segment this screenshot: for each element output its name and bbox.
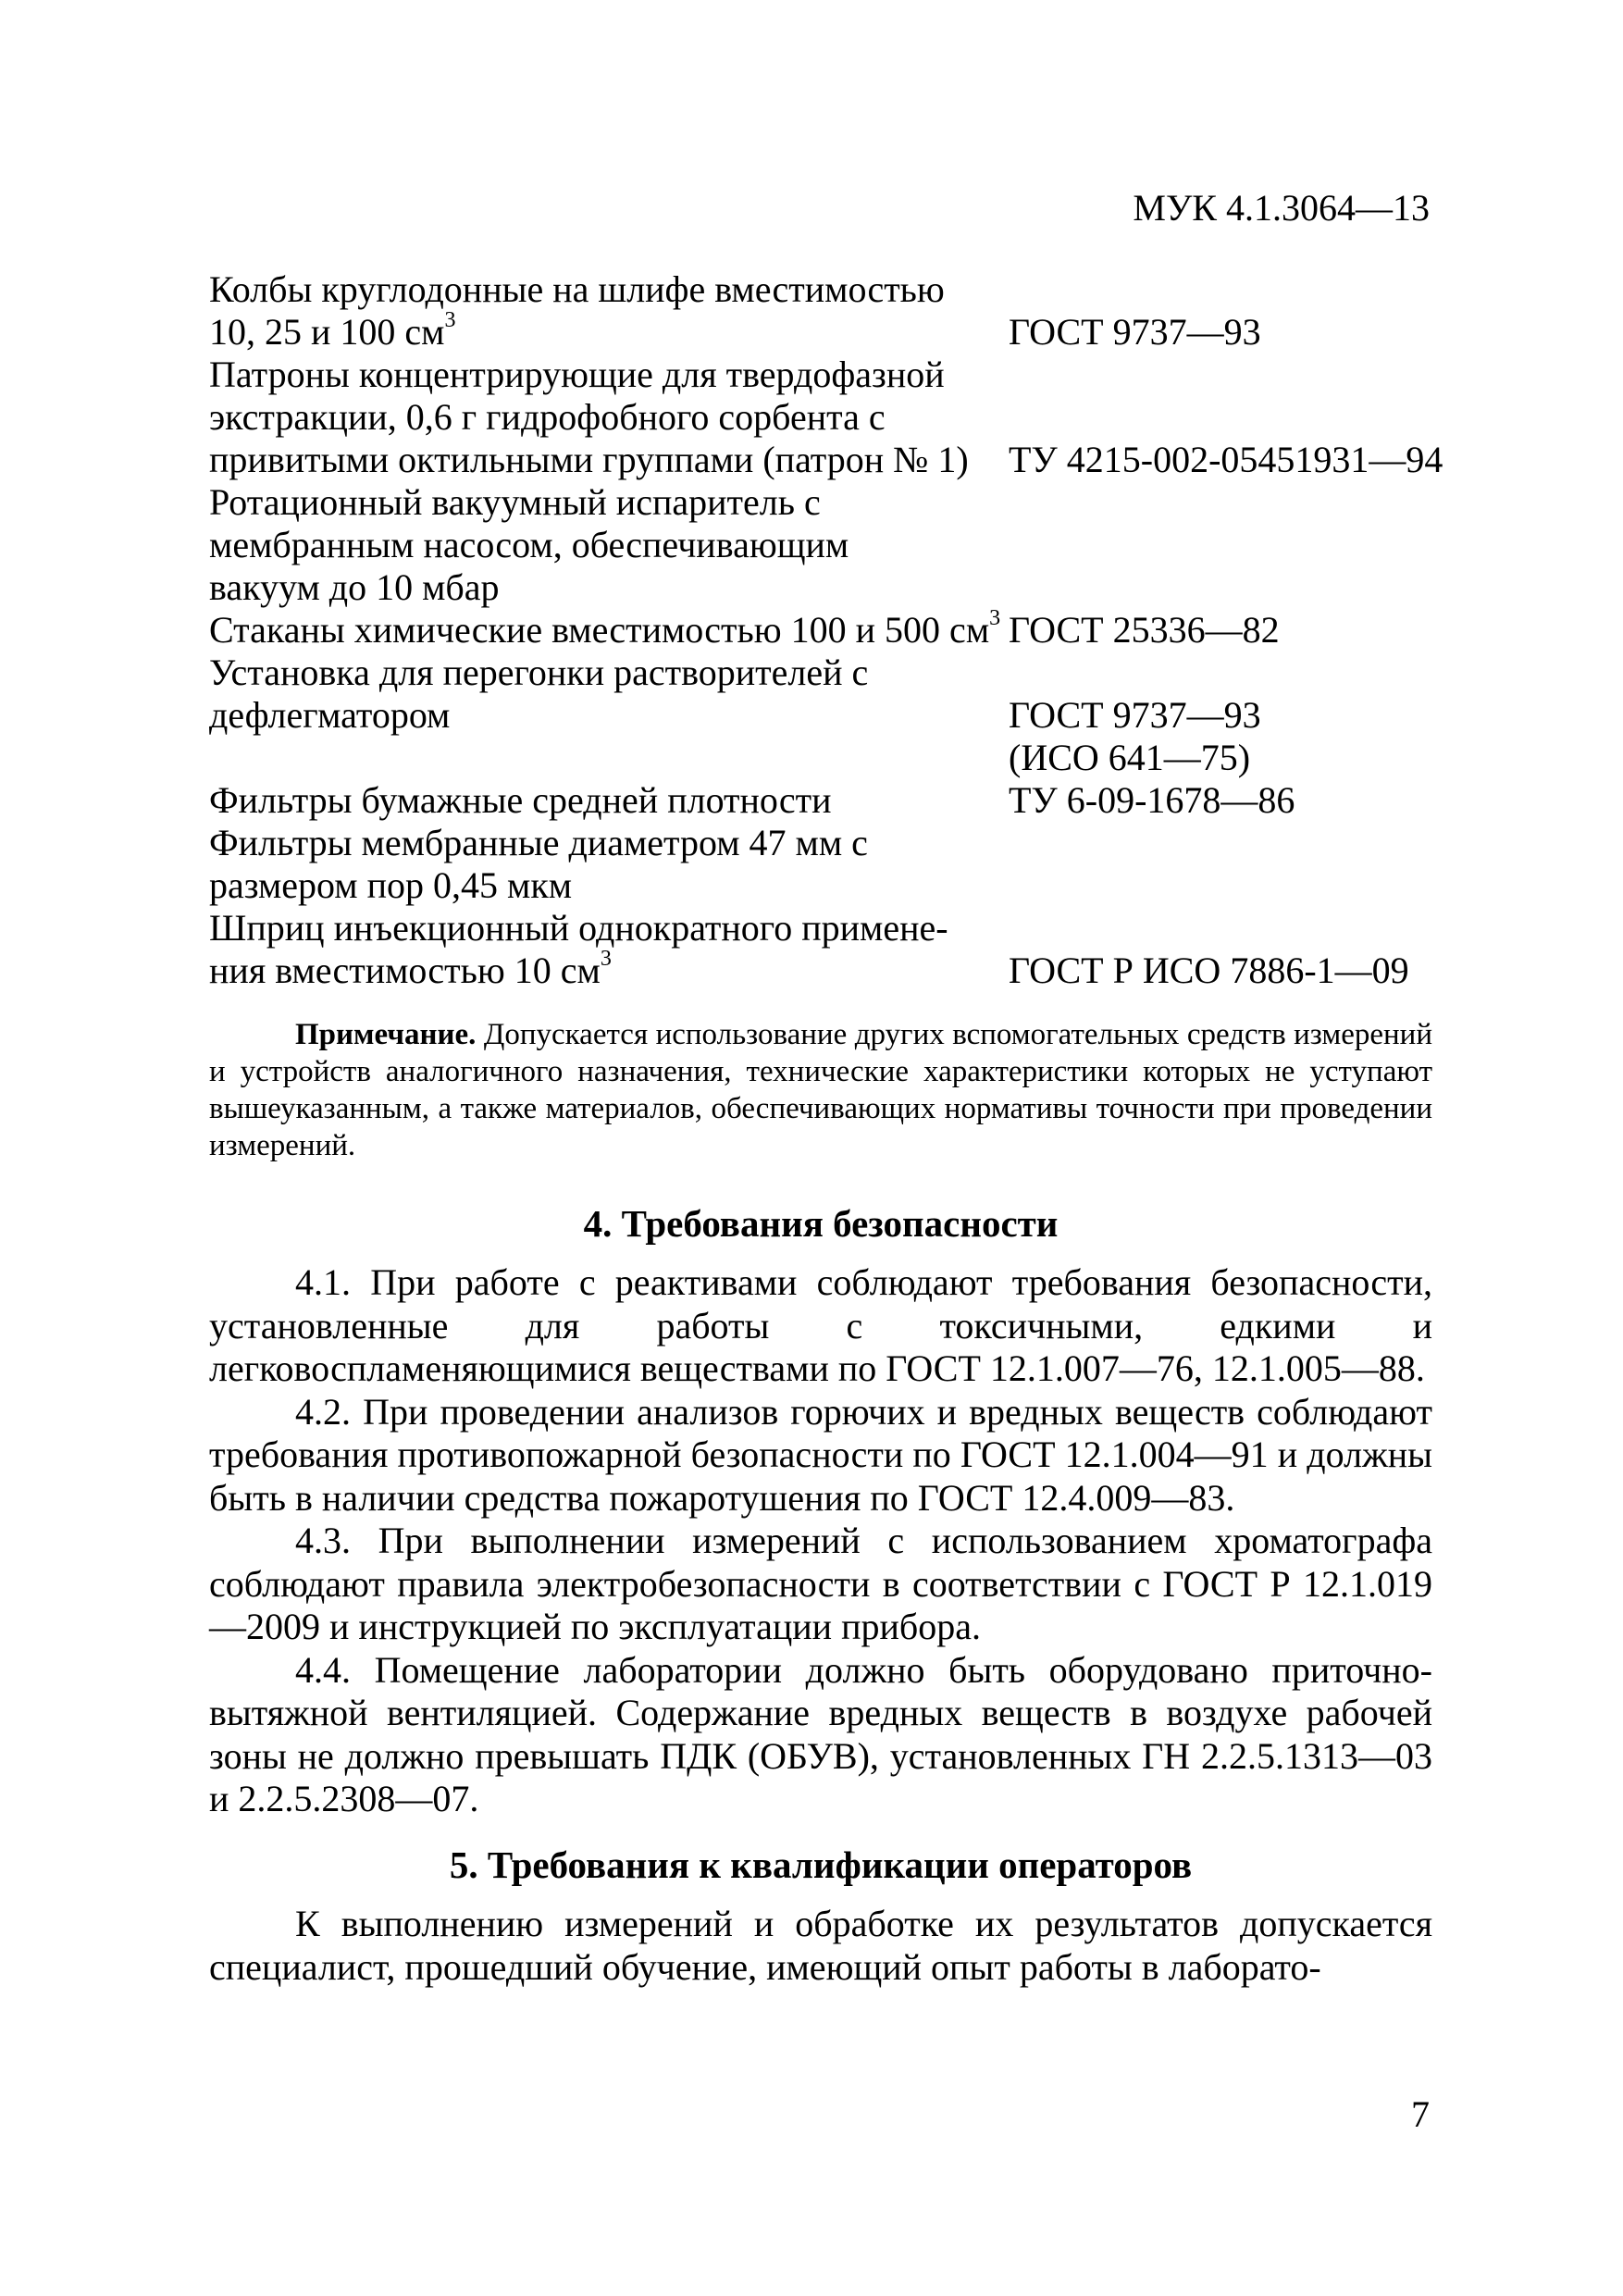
description-text: 10, 25 и 100 см (209, 311, 445, 353)
section-5-title: 5. Требования к квалификации операторов (449, 1843, 1193, 1886)
equipment-list (209, 268, 1449, 992)
description-line: Установка для перегонки растворителей с (209, 652, 869, 693)
equipment-standard (1009, 609, 1280, 652)
standard-line: ГОСТ 9737—93 (1009, 311, 1261, 353)
description-line: дефлегматором (209, 694, 451, 736)
page-number: 7 (1411, 2093, 1430, 2135)
description-line: Патроны концентрирующие для твердофазной (209, 354, 945, 395)
note-label: Примечание. (295, 1018, 477, 1051)
paragraph: 4.2. При проведении анализов горючих и вредных веществ соблюдают требования противопожарной безопасности по ГОСТ 12.1.004—91 и должны быть в наличии средства пожаротушения по ГОСТ 12.4.009—83. (209, 1390, 1432, 1519)
description-line (209, 307, 996, 354)
description-line: Фильтры бумажные средней плотности (209, 779, 832, 821)
section-4-body (209, 1261, 1432, 1821)
standard-line: (ИСО 641—75) (1009, 737, 1251, 778)
equipment-description (209, 652, 996, 737)
superscript: 3 (989, 605, 1001, 630)
description-line: вакуум до 10 мбар (209, 566, 500, 608)
standard-line: ТУ 4215-002-05451931—94 (1009, 439, 1443, 480)
equipment-description (209, 268, 996, 354)
description-line: мембранным насосом, обеспечивающим (209, 524, 849, 565)
equipment-description (209, 605, 1001, 652)
paragraph: 4.3. При выполнении измерений с использованием хроматографа соблюдают правила электробезопасности в соответствии с ГОСТ Р 12.1.019—2009 и инструкцией по эксплуатации прибора. (209, 1520, 1432, 1647)
document-code: МУК 4.1.3064—13 (1133, 187, 1430, 229)
equipment-item (209, 268, 1449, 354)
equipment-standard (1009, 779, 1295, 822)
superscript: 3 (600, 946, 612, 971)
description-line: привитыми октильными группами (патрон № 1) (209, 439, 969, 480)
description-text: Стаканы химические вместимостью 100 и 500 см (209, 609, 990, 651)
standard-line: ГОСТ 9737—93 (1009, 694, 1261, 736)
equipment-item (209, 652, 1449, 779)
description-text: ния вместимостью 10 см (209, 949, 601, 991)
standard-line: ГОСТ 25336—82 (1009, 609, 1280, 651)
equipment-item (209, 605, 1449, 652)
equipment-description (209, 779, 996, 822)
description-line: Ротационный вакуумный испаритель с (209, 481, 821, 523)
description-line: экстракции, 0,6 г гидрофобного сорбента с (209, 396, 886, 438)
equipment-item (209, 779, 1449, 822)
standard-line: ТУ 6-09-1678—86 (1009, 779, 1295, 821)
description-line: Фильтры мембранные диаметром 47 мм с (209, 822, 868, 863)
equipment-item (209, 481, 1449, 609)
description-line: Колбы круглодонные на шлифе вместимостью (209, 268, 945, 310)
equipment-description (209, 354, 996, 481)
description-line: размером пор 0,45 мкм (209, 864, 573, 906)
equipment-description (209, 907, 996, 992)
description-line: Шприц инъекционный однократного примене- (209, 907, 948, 949)
equipment-standard (1009, 949, 1409, 992)
equipment-description (209, 481, 996, 609)
superscript: 3 (444, 307, 456, 332)
equipment-standard (1009, 652, 1261, 779)
standard-line: ГОСТ Р ИСО 7886-1—09 (1009, 949, 1409, 991)
note-text: Допускается использование других вспомогательных средств измерений и устройств аналогичного назначения, технические характеристики которых не уступают вышеуказанным, а также материалов, обеспечивающих нормативы точности при проведении измерений. (209, 1018, 1432, 1162)
equipment-item (209, 822, 1449, 907)
equipment-item (209, 354, 1449, 481)
description-line (209, 946, 996, 992)
equipment-item (209, 907, 1449, 992)
equipment-standard (1009, 311, 1261, 354)
note-paragraph (209, 1016, 1432, 1164)
paragraph: 4.4. Помещение лаборатории должно быть оборудовано приточно-вытяжной вентиляцией. Содержание вредных веществ в воздухе рабочей зоны не должно превышать ПДК (ОБУВ), установленных ГН 2.2.5.1313—03 и 2.2.5.2308—07. (209, 1648, 1432, 1819)
paragraph: К выполнению измерений и обработке их результатов допускается специалист, прошедший обучение, имеющий опыт работы в лаборато- (209, 1903, 1432, 1988)
section-5-body (209, 1903, 1432, 1989)
description-line (209, 605, 1001, 652)
equipment-standard (1009, 439, 1443, 481)
section-4-title: 4. Требования безопасности (583, 1202, 1059, 1245)
paragraph: 4.1. При работе с реактивами соблюдают требования безопасности, установленные для работы с токсичными, едкими и легковоспламеняющимися веществами по ГОСТ 12.1.007—76, 12.1.005—88. (209, 1261, 1432, 1389)
equipment-description (209, 822, 996, 907)
